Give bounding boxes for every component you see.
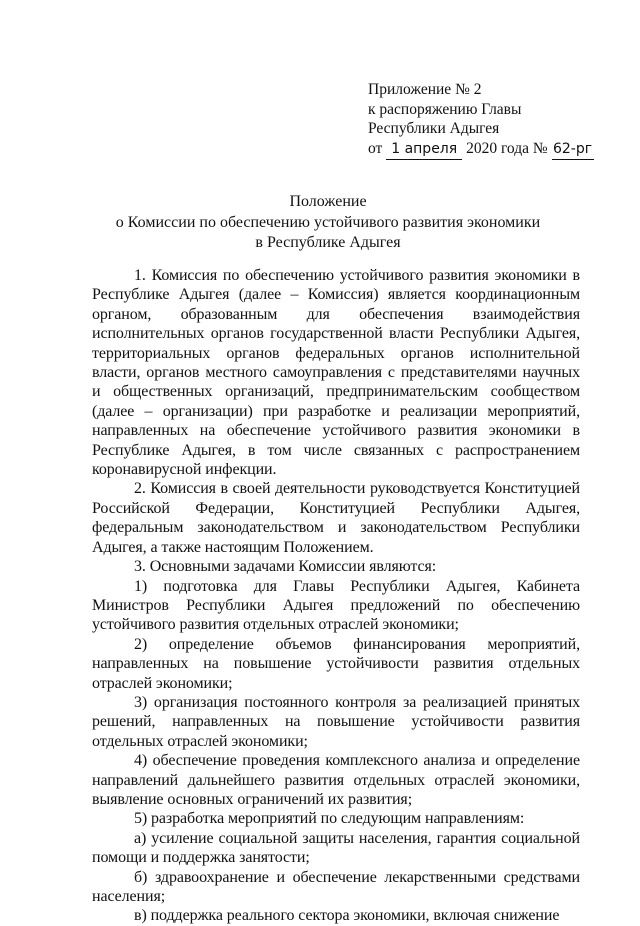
date-prefix: от [368,139,383,157]
task-item-4: 4) обеспечение проведения комплексного анализа и определение направлений дальнейшего развития отдельных отраслей экономики, выявление основных ограничений их развития; [92,752,580,808]
title-line-3: в Республике Адыгея [255,234,401,251]
date-year: 2020 года № [466,139,548,157]
sub-item-a: а) усиление социальной защиты населения, гарантия социальной помощи и поддержка занятости; [92,829,580,867]
sub-item-b: б) здравоохранение и обеспечение лекарственными средствами населения; [92,868,580,905]
appendix-order-reference: к распоряжению Главы [368,100,522,118]
handwritten-date: 1 апреля [386,140,462,161]
paragraph-1: 1. Комиссия по обеспечению устойчивого развития экономики в Республике Адыгея (далее – Комиссия) является координационным органом, образованным для обеспечения взаимодействия исполнительных органов государственной власти Республики Адыгея, территориальных органов федеральных органов исполнительной власти, органов местного самоуправления с представителями научных и общественных организаций, предпринимательским сообществом (далее – организации) при разработке и реализации мероприятий, направленных на обеспечение устойчивого развития экономики в Республике Адыгея, в том числе связанных с распространением коронавирусной инфекции. [92,267,580,479]
task-item-2: 2) определение объемов финансирования мероприятий, направленных на повышение устойчивости развития отдельных отраслей экономики; [92,635,580,692]
appendix-header [368,80,594,160]
title-line-1: Положение [289,193,367,210]
task-item-1: 1) подготовка для Главы Республики Адыгея, Кабинета Министров Республики Адыгея предложений по обеспечению устойчивого развития отдельных отраслей экономики; [92,577,580,634]
appendix-number: Приложение № 2 [368,81,482,98]
document-title [80,192,576,254]
task-item-3: 3) организация постоянного контроля за реализацией принятых решений, направленных на повышение устойчивости развития отдельных отраслей экономики; [92,693,580,750]
document-body [92,266,580,926]
appendix-date-line [368,139,594,161]
paragraph-2: 2. Комиссия в своей деятельности руководствуется Конституцией Российской Федерации, Конституцией Республики Адыгея, федеральным законодательством и законодательством Республики Адыгея, а также настоящим Положением. [92,480,580,556]
paragraph-3: 3. Основными задачами Комиссии являются: [134,558,437,576]
title-line-2: о Комиссии по обеспечению устойчивого развития экономики [115,213,541,231]
handwritten-doc-number: 62-рг [552,140,594,161]
sub-item-c: в) поддержка реального сектора экономики, включая снижение [134,907,560,925]
appendix-region: Республики Адыгея [368,120,500,137]
task-item-5: 5) разработка мероприятий по следующим направлениям: [134,810,525,828]
